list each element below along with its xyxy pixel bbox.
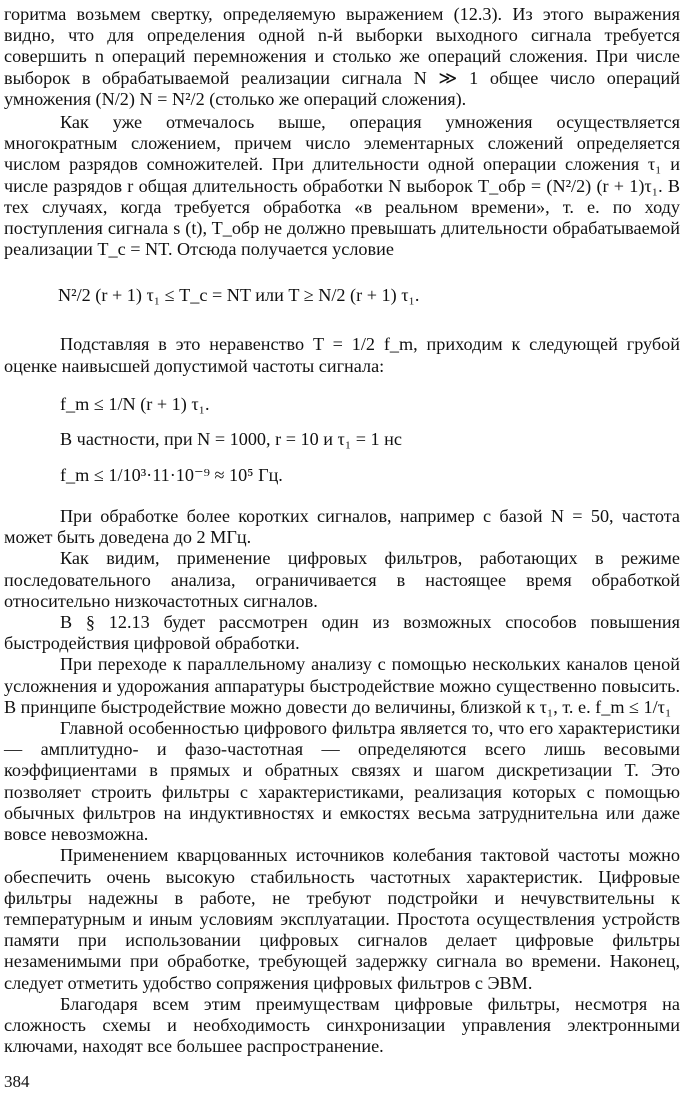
paragraph-5: При обработке более коротких сигналов, например с базой N = 50, частота может быть доведена до 2 МГц.	[4, 506, 680, 548]
paragraph-1: горитма возьмем свертку, определяемую выражением (12.3). Из этого выражения видно, что для определения одной n-й выборки выходного сигнала требуется совершить n операций перемножения и столько же операций сложения. При числе выборок в обрабатываемой реализации сигнала N ≫ 1 общее число операций умножения (N/2) N = N²/2 (столько же операций сложения).	[4, 4, 680, 109]
formula-numeric-estimate: f_m ≤ 1/10³·11·10⁻⁹ ≈ 10⁵ Гц.	[60, 465, 283, 486]
page-number: 384	[4, 1072, 30, 1091]
paragraph-9: Главной особенностью цифрового фильтра является то, что его характеристики — амплитудно- и фазо-частотная — определяются всего лишь весовыми коэффициентами в прямых и обратных связях и шагом дискретизации T. Это позволяет строить фильтры с характеристиками, реализация которых с помощью обычных фильтров на индуктивностях и емкостях весьма затруднительна или даже вовсе невозможна.	[4, 718, 680, 845]
paragraph-2: Как уже отмечалось выше, операция умножения осуществляется многократным сложением, причем число элементарных сложений определяется числом разрядов сомножителей. При длительности одной операции сложения τ₁ и числе разрядов r общая длительность обработки N выборок T_обр = (N²/2) (r + 1)τ₁. В тех случаях, когда требуется обработка «в реальном времени», т. е. по ходу поступления сигнала s (t), T_обр не должно превышать длительности обрабатываемой реализации T_c = NT. Отсюда получается условие	[4, 112, 680, 260]
paragraph-4: В частности, при N = 1000, r = 10 и τ₁ = 1 нс	[60, 428, 402, 449]
formula-max-frequency: f_m ≤ 1/N (r + 1) τ₁.	[60, 393, 210, 414]
paragraph-7: В § 12.13 будет рассмотрен один из возможных способов повышения быстродействия цифровой обработки.	[4, 612, 680, 654]
paragraph-3: Подставляя в это неравенство T = 1/2 f_m, приходим к следующей грубой оценке наивысшей допустимой частоты сигнала:	[4, 334, 680, 376]
paragraph-6: Как видим, применение цифровых фильтров, работающих в режиме последовательного анализа, ограничивается в настоящее время обработкой относительно низкочастотных сигналов.	[4, 548, 680, 611]
paragraph-8: При переходе к параллельному анализу с помощью нескольких каналов ценой усложнения и удорожания аппаратуры быстродействие можно существенно повысить. В принципе быстродействие можно довести до величины, близкой к τ₁, т. е. f_m ≤ 1/τ₁	[4, 654, 680, 717]
formula-processing-time-condition: N²/2 (r + 1) τ₁ ≤ T_c = NT или T ≥ N/2 (r + 1) τ₁.	[58, 285, 420, 306]
paragraph-11: Благодаря всем этим преимуществам цифровые фильтры, несмотря на сложность схемы и необходимость синхронизации управления электронными ключами, находят все большее распространение.	[4, 993, 680, 1057]
paragraph-10: Применением кварцованных источников колебания тактовой частоты можно обеспечить очень высокую стабильность частотных характеристик. Цифровые фильтры надежны в работе, не требуют подстройки и нечувствительны к температурным и иным условиям эксплуатации. Простота осуществления устройств памяти при использовании цифровых сигналов делает цифровые фильтры незаменимыми при обработке, требующей задержку сигнала во времени. Наконец, следует отметить удобство сопряжения цифровых фильтров с ЭВМ.	[4, 845, 680, 993]
page-body	[4, 4, 680, 1057]
